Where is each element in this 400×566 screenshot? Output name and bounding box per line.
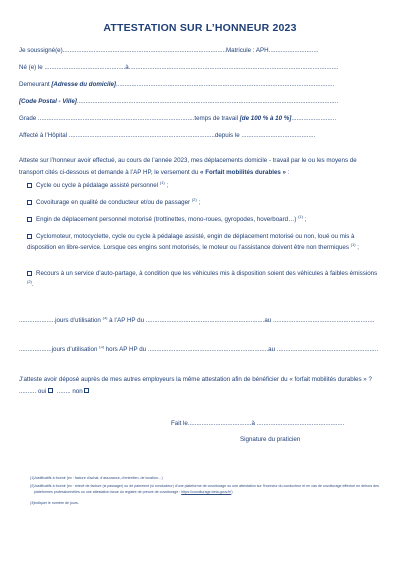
birth-date-label: Né (e) le ...............................................à [19, 64, 129, 71]
option-libre-service[interactable] [27, 231, 381, 253]
intro-text: Atteste sur l’honneur avoir effectué, au cours de l’année 2023, mes déplacements domicile - travail par le ou les moyens de transport cités ci-dessous et demande à l’AP HP, le versement du [19, 157, 357, 176]
signature-place-date[interactable] [171, 420, 381, 428]
option-tail: ; [302, 216, 307, 223]
option-tail: ; [196, 199, 201, 206]
footnote-text: Justificatifs à fournir (ex : facture d’achat, d’assurance, d’entretien, de location…) [34, 476, 163, 480]
checkbox[interactable] [27, 234, 32, 239]
other-employers-declaration [19, 374, 381, 397]
footnote-2 [30, 484, 380, 495]
footnote-text: Indiquer le nombre de jours. [34, 501, 79, 505]
option-engin-motorise[interactable] [27, 214, 381, 225]
footnote-ref: (1) [159, 180, 165, 185]
days-aphp-field[interactable] [19, 317, 381, 325]
checkbox-non[interactable] [84, 388, 89, 393]
footnote-ref: (1) [350, 242, 356, 247]
option-covoiturage[interactable] [27, 197, 381, 208]
soussigne-line: Je soussigné(e)...............................................................................................Matricule : APH............................. [19, 47, 319, 54]
footnote-3 [30, 501, 380, 507]
field-birth[interactable] [19, 64, 381, 72]
option-cycle[interactable] [27, 180, 381, 191]
address-label: Demeurant [19, 81, 52, 88]
forfait-name: « Forfait mobilités durables » [200, 168, 286, 176]
intro-paragraph [19, 155, 381, 178]
option-label: Cycle ou cycle à pédalage assisté personnel [36, 182, 160, 189]
postal-city-dots: ........................................................................................................................................................ [76, 98, 339, 105]
option-label: Engin de déplacement personnel motorisé (trottinettes, mono-roues, gyropodes, hoverboard…) [36, 216, 299, 223]
field-soussigne-matricule[interactable] [19, 47, 381, 55]
signature-label: Signature du praticien [240, 436, 301, 443]
intro-tail: : [286, 168, 290, 176]
days-other-field[interactable] [19, 346, 381, 354]
address-dots: ............................................................................................................................... [115, 81, 335, 88]
checkbox-oui[interactable] [48, 388, 53, 393]
option-auto-partage[interactable] [27, 268, 381, 290]
checkbox[interactable] [27, 271, 32, 276]
declaration-non: ........ non [56, 387, 85, 395]
days-aphp-dates: à l’AP HP du .....................................................................au ........................................................... [107, 317, 375, 324]
fait-le-line: Fait le.....................................à ................................................... [171, 420, 345, 427]
checkbox[interactable] [27, 200, 32, 205]
field-address[interactable] [19, 81, 381, 89]
option-tail: ; [355, 244, 359, 251]
field-hospital[interactable] [19, 132, 381, 140]
footnote-tail: ) [231, 489, 233, 494]
footnote-number: (1) [30, 476, 35, 480]
footnote-ref: (1) [298, 214, 303, 219]
grade-label: Grade ...........................................................................................temps de travail [19, 115, 240, 122]
footnote-ref: (3) [99, 346, 105, 349]
footnote-ref: (2) [191, 197, 197, 202]
address-placeholder: [Adresse du domicile] [51, 81, 116, 88]
birth-place-dots: .......................................................................................................................... [128, 64, 339, 71]
footnote-ref: (2) [27, 279, 32, 284]
document-title: ATTESTATION SUR L’HONNEUR 2023 [103, 22, 297, 34]
checkbox[interactable] [27, 217, 32, 222]
days-other-dates: hors AP HP du ......................................................................au ........................................................... [104, 346, 379, 353]
field-postal-city[interactable] [19, 98, 381, 106]
days-other-label: ...................jours d’utilisation [19, 346, 100, 353]
option-label: Covoiturage en qualité de conducteur et/ou de passager [36, 199, 192, 206]
option-tail: ; [164, 182, 169, 189]
footnote-text: Justificatifs à fournir (ex : relevé de facture (si passager) ou de paiement (si conducteur) d’une plateforme de covoiturage ou une attestation sur l’honneur du conducteur et en cas de covoiturage effectué en dehors des plateformes professionnelles ou une attestation issue du registre de preuve de covoiturage : [34, 484, 379, 494]
option-label: Recours à un service d’auto-partage, à condition que les véhicules mis à disposition soient des véhicules à faibles émissions [36, 270, 378, 277]
footnote-number: (3) [30, 501, 35, 505]
option-tail: . [31, 281, 34, 288]
checkbox[interactable] [27, 183, 32, 188]
footnote-ref: (3) [102, 317, 108, 320]
field-grade-worktime[interactable] [19, 115, 381, 123]
footnote-1 [30, 476, 380, 482]
covoiturage-link[interactable]: https://covoiturage.beta.gouv.fr/ [181, 489, 232, 494]
footnote-number: (2) [30, 484, 35, 488]
worktime-placeholder: [de 100 % à 10 %] [239, 115, 292, 122]
option-label: Cyclomoteur, motocyclette, cycle ou cycle à pédalage assisté, engin de déplacement motorisé ou non, loué ou mis à disposition en libre-service. Lorsque ces engins sont motorisés, le moteur ou l’assistance doivent être non thermiques [27, 233, 355, 251]
declaration-text: J’atteste avoir déposé auprès de mes autres employeurs la même attestation afin de bénéficier du « forfait mobilités durables » ? .......... oui [19, 376, 372, 395]
postal-city-placeholder: [Code Postal - Ville] [19, 98, 77, 105]
days-aphp-label: .....................jours d’utilisation [19, 317, 103, 324]
worktime-dots: .......................... [291, 115, 337, 122]
hospital-line: Affecté à l’Hôpital .....................................................................................depuis le ........................................... [19, 132, 316, 139]
